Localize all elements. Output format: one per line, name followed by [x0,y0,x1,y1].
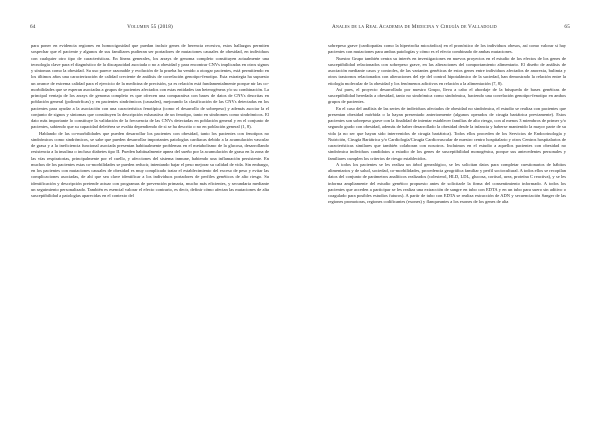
right-running-title: Anales de la Real Academia de Medicina y Cirugía de Valladolid [332,24,497,30]
right-paragraph: sobrepeso grave (cardiopatías como la hipertrofia miocárdica) en el pronóstico de los individuos obesos, así como valorar si hay pacientes con mutaciones para ambas patologías y cómo es el efecto combinado de ambas mutaciones. [328,43,566,55]
left-page-number: 64 [30,24,36,30]
right-paragraph: En el caso del análisis de las series de individuos afectados de obesidad no sindrómica, el estudio se realiza con pacientes que presentan obesidad mórbida o la hayan presentado anteriormente (algunos operados de cirugía bariátrica previamente). Estos pacientes son sobrepeso grave con la finalidad de intentar establecer familias de alto riesgo, con al menos 3 miembros de primer y/o segundo grado con obesidad, además de haber desarrollado la obesidad desde la infancia y haberse mantenido la mayor parte de su vida (a no ser que hayan sido intervenidos de cirugía bariátrica). Todos ellos proceden de los Servicios de Endocrinología y Nutrición, Cirugía Bariátrica y/o Cardiología/Cirugía Cardiovascular de nuestro centro hospitalario y otros Centros hospitalarios de características similares que también colaboran con nosotros. Incluimos en el estudio a aquellos pacientes con obesidad no sindrómica individuos candidatos a estudio de los genes de susceptibilidad monogénica, porque sus antecedentes personales y familiares cumplen los criterios de riesgo establecidos. [328,105,566,161]
left-running-title: Volumen 55 (2018) [127,24,173,30]
right-paragraph: A todos los pacientes se les realiza un árbol genealógico, se les solicitan datos para completar cuestionarios de hábitos alimentarios y de salud, sociedad, co-morbilidades, procedencia geográfica familiar y perfil sociocultural. A todos ellos se recopilan datos del conjunto de parámetros analíticos realizados (colesterol, HLD, LDL, glucosa, cortisol, urea, proteína C reactiva), y se les informa ampliamente del estudio genético propuesto antes de solicitarle la firma del consentimiento informado. A todos los pacientes que acceden a participar se les realiza una extracción de sangre en tubo con EDTA y en un tubo para suero sin aditivo o coagulado para posibles estudios futuros). A partir de tubo con EDTA se realiza extracción de ADN y secuenciación Sanger de las regiones promotoras, regiones codificantes (exones) y flanqueantes a los exones de los genes de alta [328,161,566,205]
right-page-number: 65 [564,24,570,30]
right-body-text [328,43,566,206]
left-body-text [31,43,269,199]
left-paragraph: Hablando de las co-morbilidades que pueden desarrollar los pacientes con obesidad, tanto los pacientes con fenotipos no sindrómicos como sindrómicos, se sabe que pueden desarrollar importantes patologías cardiacas debido a la acumulación vascular de grasa y a la ineficiencia funcional asociada presentan habitualmente problemas en el metabolismo de la glucosa, desarrollando resistencia a la insulina o incluso diabetes tipo II. Pueden habitualmente apnea del sueño por la acumulación de grasa en la zona de las vías respiratorias, principalmente por el cuello, y afecciones del sistema inmune, habiendo una inflamación persistente. En muchos de los pacientes estas co-morbilidades se pueden reducir, intentando bajar el peso mejorar su calidad de vida. Sin embargo, en los pacientes con mutaciones causales de obesidad es muy complicado tratar el establecimiento del exceso de peso y evitar las complicaciones asociadas, de ahí que sea clave identificar a los individuos portadores de perfiles genéticos de alto riesgo. Su identificación y descripción pretende actuar con programas de prevención primaria, mucho más eficientes, y secundaria mediante un seguimiento personalizado. También es esencial valorar el efecto contrario, es decir, definir cómo afectan las mutaciones de alta susceptibilidad a patologías aparecidas en el contexto del [31,130,269,198]
left-paragraph: para poner en evidencia regiones en homocigosidad que puedan incluir genes de herencia recesiva, estos hallazgos permiten sospechar que el paciente y algunos de sus familiares pudieran ser portadores de mutaciones causales de obesidad, en individuos con cualquier otro tipo de características. En líneas generales, los arrays de genoma completo constituyen actualmente una tecnología clave para el diagnóstico de la discapacidad asociada o no a obesidad y para encontrar CNVs implicadas en otros signos y síntomas como la obesidad. Su uso parece razonable y evolución de la prueba ha venido a otorgar pacientes, está permitiendo en los últimos años una caracterización de calidad creciente de análisis de correlación genotipo-fenotipo. Esta estrategia ha supuesto un avance de extrema calidad para el ejercicio de la medicina de precisión, ya es relación está fundamentalmente porque nir las co-morbilidades que se esperan asociadas a grupos de pacientes afectados con estas entidades tan heterogéneas y/o su combinación. La principal ventaja de los arrays de genoma completo es que ofrecen una comparativa con bases de datos de CNVs descritas en población general (polimórficas) y en pacientes sindrómicos (causales), mejorando la clasificación de las CNVs detectadas en los pacientes para ayudar a la asociación con una característica fenotípica (como el desarrollo de sobrepeso) y además asociar la el conjunto de signos y síntomas que constituyen la descripción exhaustiva de un fenotipo, tanto en síndromes como sindrómicos. El dato más importante lo constituye la validación de la frecuencia de las CNVs detectadas en población general y en el conjunto de pacientes, sabiendo que su capacidad deletérea se evalúa dependiendo de si se ha descrito o no en población general (1, 8). [31,43,269,130]
right-paragraph: Así pues, el proyecto desarrollado por nuestro Grupo, lleva a cabo el abordaje de la búsqueda de bases genéticas de susceptibilidad heredada a obesidad, tanto no sindrómica como sindrómica, haciendo una correlación genotipo-fenotipo en ambos grupos de pacientes. [328,86,566,105]
right-paragraph: Nuestro Grupo también centra su interés en investigaciones en nuevos proyectos en el estudio de los efectos de los genes de susceptibilidad relacionados con sobrepeso grave, en las alteraciones del comportamiento alimentario. El diseño de análisis de asociación mediante casos y controles, de las variantes genéticas de estos genes entre individuos afectados de anorexia, bulimia y otros trastornos relacionados con alteraciones del eje del control hipotalámico de la saciedad, han demostrado la relación entre la etiología molecular de la obesidad y los fenómenos adictivos en relación a la alimentación (7, 8). [328,55,566,86]
right-page [300,0,600,423]
